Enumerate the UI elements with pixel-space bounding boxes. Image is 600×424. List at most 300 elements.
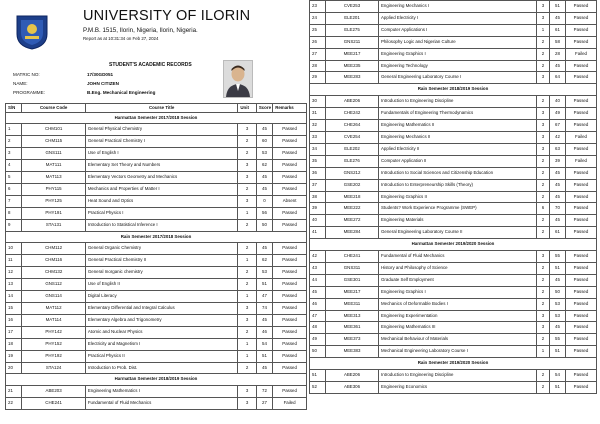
course-remark: Passed bbox=[273, 243, 307, 255]
row-serial: 50 bbox=[310, 346, 326, 358]
course-title: Introduction to Statistical Inference I bbox=[85, 219, 238, 231]
table-row bbox=[310, 382, 597, 394]
course-score: 45 bbox=[550, 215, 566, 227]
course-remark: Passed bbox=[566, 346, 597, 358]
course-code: GNS114 bbox=[22, 291, 85, 303]
course-score: 45 bbox=[256, 124, 272, 136]
course-title: Heat Sound and Optics bbox=[85, 195, 238, 207]
course-code: MEE272 bbox=[326, 215, 379, 227]
row-serial: 48 bbox=[310, 322, 326, 334]
course-title: Electricity and Magnetism I bbox=[85, 338, 238, 350]
course-title: Digital Literacy bbox=[85, 291, 238, 303]
row-serial: 5 bbox=[6, 172, 22, 184]
course-score: 45 bbox=[550, 167, 566, 179]
course-unit: 2 bbox=[537, 274, 550, 286]
table-row bbox=[310, 131, 597, 143]
course-title: Elementary Vectors Geometry and Mechanics bbox=[85, 172, 238, 184]
course-code: MEE218 bbox=[326, 191, 379, 203]
table-row bbox=[6, 148, 307, 160]
row-serial: 33 bbox=[310, 131, 326, 143]
course-remark: Passed bbox=[566, 274, 597, 286]
student-photo bbox=[223, 60, 253, 98]
course-unit: 1 bbox=[238, 350, 256, 362]
course-remark: Passed bbox=[273, 350, 307, 362]
student-info bbox=[5, 66, 307, 103]
row-serial: 30 bbox=[310, 96, 326, 108]
course-remark: Passed bbox=[273, 160, 307, 172]
course-score: 53 bbox=[256, 267, 272, 279]
row-serial: 46 bbox=[310, 298, 326, 310]
course-remark: Passed bbox=[566, 108, 597, 120]
course-score: 53 bbox=[550, 310, 566, 322]
course-title: Introduction to Engineering Discipline bbox=[379, 96, 537, 108]
course-score: 51 bbox=[550, 1, 566, 13]
course-code: GNS112 bbox=[22, 279, 85, 291]
table-row bbox=[310, 334, 597, 346]
name-label: NAME: bbox=[13, 81, 28, 86]
row-serial: 15 bbox=[6, 303, 22, 315]
course-score: 61 bbox=[550, 24, 566, 36]
course-title: General Inorganic chemistry bbox=[85, 267, 238, 279]
course-score: 51 bbox=[256, 279, 272, 291]
course-unit: 1 bbox=[537, 346, 550, 358]
row-serial: 26 bbox=[310, 36, 326, 48]
course-remark: Passed bbox=[566, 298, 597, 310]
course-unit: 3 bbox=[238, 160, 256, 172]
table-row bbox=[6, 291, 307, 303]
session-header-row bbox=[310, 358, 597, 370]
course-score: 55 bbox=[550, 334, 566, 346]
course-code: GNS211 bbox=[326, 36, 379, 48]
course-score: 51 bbox=[550, 346, 566, 358]
course-code: ELE275 bbox=[326, 24, 379, 36]
course-remark: Passed bbox=[566, 12, 597, 24]
row-serial: 18 bbox=[6, 338, 22, 350]
course-score: 0 bbox=[256, 195, 272, 207]
course-unit: 2 bbox=[238, 219, 256, 231]
course-score: 56 bbox=[256, 207, 272, 219]
course-title: Engineering Graphics II bbox=[379, 191, 537, 203]
student-portrait-icon bbox=[224, 61, 252, 97]
course-unit: 2 bbox=[537, 262, 550, 274]
course-unit: 2 bbox=[238, 267, 256, 279]
table-row bbox=[310, 370, 597, 382]
course-remark: Passed bbox=[566, 227, 597, 239]
course-code: CHM101 bbox=[22, 124, 85, 136]
course-title: History and Philosophy of Science bbox=[379, 262, 537, 274]
course-code: STA131 bbox=[22, 219, 85, 231]
row-serial: 4 bbox=[6, 160, 22, 172]
course-score: 45 bbox=[256, 362, 272, 374]
course-unit: 2 bbox=[537, 334, 550, 346]
course-title: Computer Application II bbox=[379, 155, 537, 167]
course-unit: 2 bbox=[238, 279, 256, 291]
course-title: Engineering Mathematics II bbox=[379, 120, 537, 132]
row-serial: 37 bbox=[310, 179, 326, 191]
course-code: ELE201 bbox=[326, 12, 379, 24]
course-unit: 3 bbox=[537, 143, 550, 155]
course-score: 60 bbox=[256, 136, 272, 148]
table-row bbox=[310, 24, 597, 36]
table-row bbox=[6, 398, 307, 410]
course-code: MEE217 bbox=[326, 48, 379, 60]
course-code: CHM132 bbox=[22, 267, 85, 279]
course-title: Fundamentals of Engineering Thermodynamics bbox=[379, 108, 537, 120]
course-title: Elementary Differential and Integral Calculus bbox=[85, 303, 238, 315]
table-row bbox=[6, 267, 307, 279]
row-serial: 39 bbox=[310, 203, 326, 215]
course-title: Engineering Graphics I bbox=[379, 286, 537, 298]
course-remark: Passed bbox=[273, 136, 307, 148]
course-score: 72 bbox=[256, 386, 272, 398]
session-title: Rain Semester 2017/2018 Session bbox=[6, 231, 307, 243]
course-unit: 3 bbox=[238, 195, 256, 207]
course-title: Introduction to Enterpreneurship Skills (Theory) bbox=[379, 179, 537, 191]
row-serial: 7 bbox=[6, 195, 22, 207]
table-row bbox=[6, 255, 307, 267]
course-remark: Failed bbox=[566, 48, 597, 60]
course-score: 39 bbox=[550, 155, 566, 167]
course-score: 63 bbox=[550, 143, 566, 155]
course-code: ELE276 bbox=[326, 155, 379, 167]
course-title: Engineering Graphics I bbox=[379, 48, 537, 60]
course-remark: Passed bbox=[566, 120, 597, 132]
course-title: Elementary Set Theory and Numbers bbox=[85, 160, 238, 172]
course-unit: 2 bbox=[238, 183, 256, 195]
course-unit: 1 bbox=[238, 207, 256, 219]
course-score: 67 bbox=[550, 120, 566, 132]
row-serial: 1 bbox=[6, 124, 22, 136]
course-remark: Passed bbox=[273, 386, 307, 398]
course-title: Philosophy Logic and Nigerian Culture bbox=[379, 36, 537, 48]
table-row bbox=[310, 143, 597, 155]
row-serial: 2 bbox=[6, 136, 22, 148]
course-title: Engineering Economics bbox=[379, 382, 537, 394]
course-title: Mechanical Engineering Laboratory Course I bbox=[379, 346, 537, 358]
course-remark: Passed bbox=[566, 96, 597, 108]
table-row bbox=[310, 155, 597, 167]
row-serial: 6 bbox=[6, 183, 22, 195]
course-title: General Practical Chemistry I bbox=[85, 136, 238, 148]
course-score: 61 bbox=[550, 227, 566, 239]
matric-label: MATRIC NO: bbox=[13, 72, 40, 77]
table-row bbox=[310, 274, 597, 286]
programme-value: B.Eng. Mechanical Engineering bbox=[87, 90, 156, 95]
course-remark: Passed bbox=[566, 370, 597, 382]
table-row bbox=[6, 338, 307, 350]
course-title: General Physical Chemistry bbox=[85, 124, 238, 136]
table-row bbox=[310, 179, 597, 191]
row-serial: 20 bbox=[6, 362, 22, 374]
row-serial: 51 bbox=[310, 370, 326, 382]
course-unit: 3 bbox=[238, 386, 256, 398]
course-title: Engineering Experimentation bbox=[379, 310, 537, 322]
row-serial: 41 bbox=[310, 227, 326, 239]
course-unit: 3 bbox=[238, 124, 256, 136]
row-serial: 36 bbox=[310, 167, 326, 179]
university-name: UNIVERSITY OF ILORIN bbox=[83, 8, 251, 24]
table-row bbox=[6, 160, 307, 172]
table-header-row bbox=[6, 104, 307, 113]
course-title: Applied Electricity II bbox=[379, 143, 537, 155]
course-unit: 3 bbox=[238, 172, 256, 184]
course-title: General Organic Chemistry bbox=[85, 243, 238, 255]
session-header-row bbox=[6, 112, 307, 124]
course-unit: 1 bbox=[238, 255, 256, 267]
session-title: Harmattan Semester 2017/2018 Session bbox=[6, 112, 307, 124]
course-unit: 2 bbox=[537, 60, 550, 72]
university-address: P.M.B. 1515, Ilorin, Nigeria, Ilorin, Nigeria. bbox=[83, 27, 198, 34]
table-row bbox=[6, 326, 307, 338]
table-row bbox=[6, 350, 307, 362]
course-score: 54 bbox=[550, 370, 566, 382]
table-row bbox=[310, 346, 597, 358]
table-row bbox=[310, 215, 597, 227]
course-unit: 3 bbox=[537, 108, 550, 120]
course-score: 54 bbox=[256, 338, 272, 350]
course-score: 50 bbox=[550, 286, 566, 298]
course-code: MAT112 bbox=[22, 303, 85, 315]
course-title: Computer Applications I bbox=[379, 24, 537, 36]
course-unit: 2 bbox=[238, 148, 256, 160]
course-title: Engineering Mechanics II bbox=[379, 131, 537, 143]
table-row bbox=[310, 108, 597, 120]
course-remark: Passed bbox=[566, 310, 597, 322]
course-title: Engineering Mechanics I bbox=[379, 1, 537, 13]
course-score: 45 bbox=[550, 274, 566, 286]
row-serial: 25 bbox=[310, 24, 326, 36]
course-title: Mechanics and Properties of Matter I bbox=[85, 183, 238, 195]
row-serial: 9 bbox=[6, 219, 22, 231]
course-code: ABE203 bbox=[22, 386, 85, 398]
course-score: 55 bbox=[550, 251, 566, 263]
course-score: 50 bbox=[256, 219, 272, 231]
course-title: Use of English II bbox=[85, 279, 238, 291]
table-row bbox=[310, 60, 597, 72]
course-remark: Passed bbox=[566, 215, 597, 227]
course-code: MEE311 bbox=[326, 298, 379, 310]
table-row bbox=[6, 136, 307, 148]
course-score: 45 bbox=[256, 172, 272, 184]
course-title: Students? Work Experience Programme (SWEP) bbox=[379, 203, 537, 215]
course-score: 46 bbox=[256, 326, 272, 338]
table-row bbox=[6, 195, 307, 207]
course-title: Graduate Self Employment bbox=[379, 274, 537, 286]
course-remark: Failed bbox=[566, 131, 597, 143]
session-header-row bbox=[6, 374, 307, 386]
course-unit: 2 bbox=[238, 326, 256, 338]
course-remark: Failed bbox=[273, 398, 307, 410]
column-header: S/N bbox=[6, 104, 22, 113]
course-remark: Passed bbox=[273, 183, 307, 195]
table-row bbox=[310, 96, 597, 108]
course-title: Engineering Mathematics III bbox=[379, 322, 537, 334]
course-unit: 2 bbox=[537, 215, 550, 227]
course-title: Engineering Technology bbox=[379, 60, 537, 72]
row-serial: 3 bbox=[6, 148, 22, 160]
course-unit: 3 bbox=[238, 398, 256, 410]
table-row bbox=[310, 1, 597, 13]
course-unit: 6 bbox=[537, 203, 550, 215]
course-score: 45 bbox=[256, 183, 272, 195]
course-code: GNS212 bbox=[326, 167, 379, 179]
row-serial: 19 bbox=[6, 350, 22, 362]
course-remark: Passed bbox=[273, 172, 307, 184]
table-row bbox=[6, 183, 307, 195]
row-serial: 11 bbox=[6, 255, 22, 267]
course-unit: 2 bbox=[537, 155, 550, 167]
table-row bbox=[310, 322, 597, 334]
column-header: Unit bbox=[238, 104, 256, 113]
course-remark: Passed bbox=[566, 36, 597, 48]
course-unit: 3 bbox=[537, 12, 550, 24]
course-score: 45 bbox=[256, 243, 272, 255]
course-remark: Passed bbox=[273, 279, 307, 291]
column-header: Score bbox=[256, 104, 272, 113]
course-remark: Passed bbox=[566, 382, 597, 394]
course-remark: Passed bbox=[566, 251, 597, 263]
course-remark: Passed bbox=[566, 322, 597, 334]
course-remark: Passed bbox=[273, 219, 307, 231]
course-unit: 3 bbox=[537, 72, 550, 84]
course-code: CHE264 bbox=[326, 120, 379, 132]
table-row bbox=[6, 172, 307, 184]
row-serial: 16 bbox=[6, 314, 22, 326]
table-row bbox=[6, 362, 307, 374]
course-code: GSE301 bbox=[326, 274, 379, 286]
course-title: Engineering Materials bbox=[379, 215, 537, 227]
row-serial: 13 bbox=[6, 279, 22, 291]
course-score: 45 bbox=[550, 12, 566, 24]
course-code: STA124 bbox=[22, 362, 85, 374]
row-serial: 8 bbox=[6, 207, 22, 219]
course-code: PHY191 bbox=[22, 207, 85, 219]
course-remark: Passed bbox=[566, 203, 597, 215]
course-code: ELE202 bbox=[326, 143, 379, 155]
course-remark: Passed bbox=[273, 267, 307, 279]
row-serial: 45 bbox=[310, 286, 326, 298]
row-serial: 43 bbox=[310, 262, 326, 274]
course-code: GNS311 bbox=[326, 262, 379, 274]
programme-label: PROGRAMME: bbox=[13, 90, 45, 95]
course-title: Fundamental of Fluid Mechanics bbox=[379, 251, 537, 263]
course-score: 45 bbox=[256, 314, 272, 326]
course-code: ABE206 bbox=[326, 370, 379, 382]
course-title: General Engineering Laboratory Course I bbox=[379, 72, 537, 84]
course-unit: 3 bbox=[537, 322, 550, 334]
course-score: 74 bbox=[256, 303, 272, 315]
session-header-row bbox=[310, 84, 597, 96]
course-unit: 3 bbox=[238, 314, 256, 326]
table-row bbox=[310, 310, 597, 322]
course-remark: Passed bbox=[566, 191, 597, 203]
table-row bbox=[6, 314, 307, 326]
course-code: MEE235 bbox=[326, 60, 379, 72]
row-serial: 34 bbox=[310, 143, 326, 155]
table-row bbox=[6, 219, 307, 231]
course-score: 45 bbox=[550, 322, 566, 334]
column-header: Course Code bbox=[22, 104, 85, 113]
session-title: Rain Semester 2018/2019 Session bbox=[310, 84, 597, 96]
course-code: CHE242 bbox=[326, 108, 379, 120]
row-serial: 17 bbox=[6, 326, 22, 338]
row-serial: 38 bbox=[310, 191, 326, 203]
course-remark: Passed bbox=[566, 167, 597, 179]
course-code: CVE253 bbox=[326, 1, 379, 13]
course-remark: Passed bbox=[566, 60, 597, 72]
course-code: CHM115 bbox=[22, 136, 85, 148]
course-code: MAT111 bbox=[22, 160, 85, 172]
course-unit: 2 bbox=[238, 243, 256, 255]
course-score: 70 bbox=[550, 203, 566, 215]
row-serial: 23 bbox=[310, 1, 326, 13]
course-score: 40 bbox=[550, 96, 566, 108]
course-title: Mechanics of Deformable Bodies I bbox=[379, 298, 537, 310]
table-row bbox=[6, 243, 307, 255]
course-code: MEE313 bbox=[326, 310, 379, 322]
table-row bbox=[310, 167, 597, 179]
course-code: MAT114 bbox=[22, 314, 85, 326]
course-code: MEE283 bbox=[326, 72, 379, 84]
course-score: 49 bbox=[550, 108, 566, 120]
course-remark: Passed bbox=[273, 291, 307, 303]
table-row bbox=[310, 203, 597, 215]
session-title: Rain Semester 2019/2020 Session bbox=[310, 358, 597, 370]
row-serial: 29 bbox=[310, 72, 326, 84]
university-header bbox=[5, 8, 307, 66]
course-remark: Passed bbox=[273, 326, 307, 338]
course-unit: 2 bbox=[537, 179, 550, 191]
course-unit: 2 bbox=[537, 286, 550, 298]
course-score: 51 bbox=[256, 350, 272, 362]
row-serial: 42 bbox=[310, 251, 326, 263]
course-score: 53 bbox=[550, 298, 566, 310]
table-row bbox=[310, 36, 597, 48]
table-row bbox=[310, 12, 597, 24]
table-row bbox=[6, 303, 307, 315]
records-title: STUDENT'S ACADEMIC RECORDS bbox=[109, 62, 192, 68]
table-row bbox=[6, 124, 307, 136]
course-unit: 2 bbox=[537, 96, 550, 108]
course-score: 62 bbox=[256, 160, 272, 172]
course-code: GNS111 bbox=[22, 148, 85, 160]
table-row bbox=[6, 207, 307, 219]
course-remark: Passed bbox=[273, 314, 307, 326]
course-code: ABE306 bbox=[326, 382, 379, 394]
row-serial: 40 bbox=[310, 215, 326, 227]
table-row bbox=[310, 251, 597, 263]
course-score: 45 bbox=[550, 191, 566, 203]
course-title: Use of English I bbox=[85, 148, 238, 160]
row-serial: 12 bbox=[6, 267, 22, 279]
table-row bbox=[6, 386, 307, 398]
course-unit: 2 bbox=[238, 136, 256, 148]
course-code: CVE254 bbox=[326, 131, 379, 143]
course-code: PHY125 bbox=[22, 195, 85, 207]
course-score: 58 bbox=[550, 36, 566, 48]
course-remark: Passed bbox=[566, 179, 597, 191]
course-remark: Passed bbox=[273, 338, 307, 350]
table-row bbox=[310, 48, 597, 60]
course-unit: 3 bbox=[537, 251, 550, 263]
course-unit: 3 bbox=[238, 303, 256, 315]
matric-value: 17/30GD051 bbox=[87, 72, 114, 77]
course-code: PHY142 bbox=[22, 326, 85, 338]
row-serial: 31 bbox=[310, 108, 326, 120]
table-row bbox=[310, 191, 597, 203]
course-remark: Passed bbox=[566, 24, 597, 36]
course-remark: Passed bbox=[273, 303, 307, 315]
